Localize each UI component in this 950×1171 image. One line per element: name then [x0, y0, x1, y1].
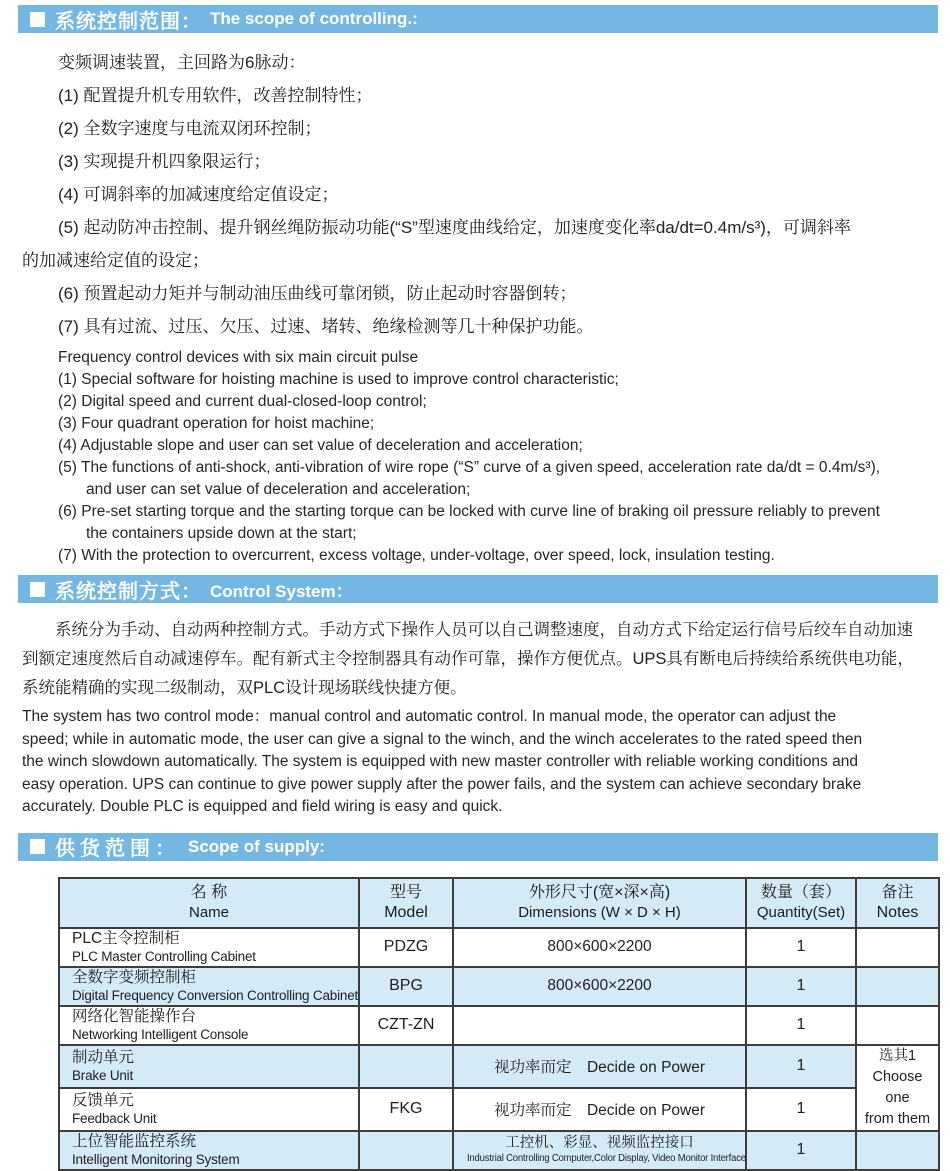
quantity-cell: 1	[746, 967, 856, 1006]
control-english-paragraph	[22, 706, 938, 819]
header-notes: 备注 Notes	[856, 878, 939, 928]
table-header-row	[59, 878, 939, 928]
text-line: (6) Pre-set starting torque and the starting torque can be locked with curve line of braking oil pressure reliably to prevent	[58, 503, 880, 520]
square-bullet-icon	[30, 839, 45, 854]
text-line: 到额定速度然后自动减速停车。配有新式主令控制器具有动作可靠，操作方便优点。UPS具有断电后持续给系统供电功能，	[22, 650, 914, 668]
table-row	[59, 967, 939, 1006]
scope-chinese-text	[22, 46, 938, 343]
supply-table	[58, 877, 940, 1171]
name-cell: 反馈单元 Feedback Unit	[59, 1088, 359, 1131]
table-row	[59, 1006, 939, 1045]
dimensions-cell: 视功率而定 Decide on Power	[453, 1088, 746, 1131]
notes-merged-cell: 选其1 Choose one from them	[856, 1045, 939, 1131]
section-title-en: Control System：	[210, 581, 353, 601]
text-line: (2) 全数字速度与电流双闭环控制；	[58, 119, 322, 138]
table-row	[59, 928, 939, 967]
section-title-zh: 系统控制方式：	[55, 580, 202, 603]
control-chinese-paragraph	[22, 616, 938, 703]
text-line: The system has two control mode：manual control and automatic control. In manual mode, the operator can adjust the	[22, 708, 837, 725]
dimensions-cell: 工控机、彩显、视频监控接口 Industrial Controlling Computer,Color Display, Video Monitor Interface	[453, 1131, 746, 1170]
section-header-scope	[18, 5, 938, 33]
dimensions-cell: 800×600×2200	[453, 928, 746, 967]
text-line: 系统分为手动、自动两种控制方式。手动方式下操作人员可以自己调整速度，自动方式下给定运行信号后绞车自动加速	[22, 621, 913, 639]
notes-cell	[856, 1131, 939, 1170]
square-bullet-icon	[30, 582, 45, 597]
model-cell: BPG	[359, 967, 453, 1006]
text-line: (3) 实现提升机四象限运行；	[58, 152, 271, 171]
table-row	[59, 1131, 939, 1170]
section-title-en: The scope of controlling.:	[210, 9, 418, 28]
quantity-cell: 1	[746, 1088, 856, 1131]
text-line: (5) 起动防冲击控制、提升钢丝绳防振动功能(“S”型速度曲线给定，加速度变化率da/dt=0.4m/s³)，可调斜率	[58, 218, 851, 237]
text-line: easy operation. UPS can continue to give power supply after the power fails, and the system can achieve secondary brake	[22, 775, 862, 793]
model-cell: PDZG	[359, 928, 453, 967]
text-line: Frequency control devices with six main circuit pulse	[58, 349, 419, 366]
section-header-supply	[18, 833, 938, 861]
text-line: and user can set value of deceleration and acceleration;	[86, 481, 471, 498]
dimensions-cell: 视功率而定 Decide on Power	[453, 1045, 746, 1088]
header-quantity: 数量（套） Quantity(Set)	[746, 878, 856, 928]
text-line: 的加减速给定值的设定；	[22, 251, 209, 270]
section-title-zh: 供货范围：	[55, 838, 180, 860]
text-line: (6) 预置起动力矩并与制动油压曲线可靠闭锁，防止起动时容器倒转；	[58, 284, 577, 303]
text-line: the winch slowdown automatically. The system is equipped with new master controller with reliable working conditions and	[22, 753, 858, 770]
quantity-cell: 1	[746, 928, 856, 967]
table-row	[59, 1088, 939, 1131]
section-title-zh: 系统控制范围：	[55, 10, 202, 33]
text-line: 变频调速装置，主回路为6脉动：	[58, 53, 306, 72]
text-line: 系统能精确的实现二级制动，双PLC设计现场联线快捷方便。	[22, 679, 467, 697]
section-title-en: Scope of supply:	[188, 836, 325, 856]
table-row	[59, 1045, 939, 1088]
dimensions-cell	[453, 1006, 746, 1045]
text-line: (7) With the protection to overcurrent, excess voltage, under-voltage, over speed, lock, insulation testing.	[58, 547, 775, 564]
dimensions-cell: 800×600×2200	[453, 967, 746, 1006]
text-line: the containers upside down at the start;	[86, 525, 357, 542]
model-cell	[359, 1045, 453, 1088]
name-cell: PLC主令控制柜 PLC Master Controlling Cabinet	[59, 928, 359, 967]
model-cell	[359, 1131, 453, 1170]
text-line: (3) Four quadrant operation for hoist machine;	[58, 415, 375, 432]
quantity-cell: 1	[746, 1006, 856, 1045]
name-cell: 制动单元 Brake Unit	[59, 1045, 359, 1088]
scope-english-text	[22, 347, 938, 567]
section-header-control	[18, 575, 938, 603]
text-line: (5) The functions of anti-shock, anti-vibration of wire rope (“S” curve of a given speed, acceleration rate da/dt = 0.4m/s³),	[58, 459, 881, 476]
square-bullet-icon	[30, 12, 45, 27]
text-line: accurately. Double PLC is equipped and field wiring is easy and quick.	[22, 798, 503, 815]
text-line: (1) 配置提升机专用软件，改善控制特性；	[58, 86, 373, 105]
model-cell: FKG	[359, 1088, 453, 1131]
header-name: 名 称 Name	[59, 878, 359, 928]
text-line: (7) 具有过流、过压、欠压、过速、堵转、绝缘检测等几十种保护功能。	[58, 317, 594, 336]
notes-cell	[856, 967, 939, 1006]
quantity-cell: 1	[746, 1045, 856, 1088]
text-line: (4) Adjustable slope and user can set value of deceleration and acceleration;	[58, 437, 583, 454]
header-model: 型号 Model	[359, 878, 453, 928]
notes-cell	[856, 928, 939, 967]
text-line: (1) Special software for hoisting machine is used to improve control characteristic;	[58, 371, 619, 388]
notes-cell	[856, 1006, 939, 1045]
header-dimensions: 外形尺寸(宽×深×高) Dimensions (W × D × H)	[453, 878, 746, 928]
name-cell: 网络化智能操作台 Networking Intelligent Console	[59, 1006, 359, 1045]
name-cell: 上位智能监控系统 Intelligent Monitoring System	[59, 1131, 359, 1170]
quantity-cell: 1	[746, 1131, 856, 1170]
name-cell: 全数字变频控制柜 Digital Frequency Conversion Controlling Cabinet	[59, 967, 359, 1006]
text-line: (4) 可调斜率的加减速度给定值设定；	[58, 185, 339, 204]
model-cell: CZT-ZN	[359, 1006, 453, 1045]
text-line: speed; while in automatic mode, the user can give a signal to the winch, and the winch accelerates to the rated speed then	[22, 730, 863, 748]
text-line: (2) Digital speed and current dual-closed-loop control;	[58, 393, 427, 410]
